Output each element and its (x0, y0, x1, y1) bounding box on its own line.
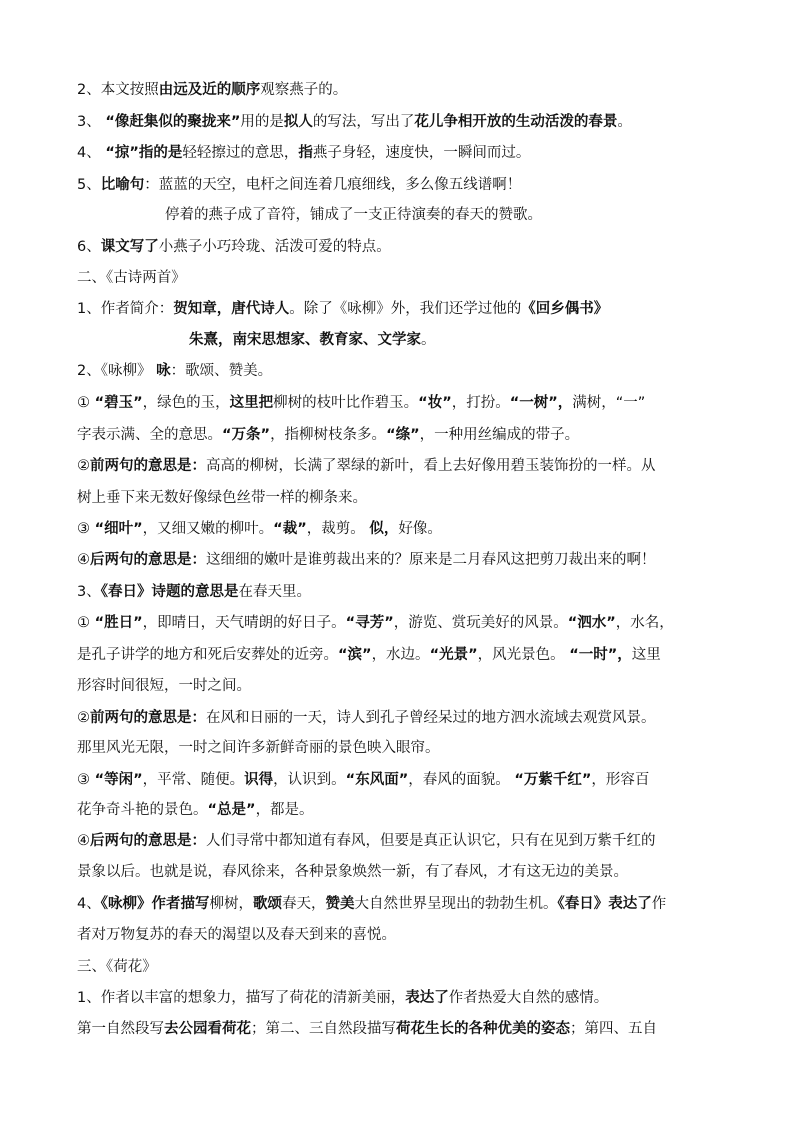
text-line (77, 143, 734, 163)
text-line (77, 582, 734, 602)
bold-text: “掠”指的是 (105, 145, 183, 161)
bold-text: 识得 (244, 772, 274, 788)
text-segment: ① (77, 615, 95, 631)
text-segment: ，指柳树枝条多。 (270, 427, 387, 443)
text-segment: 这细细的嫩叶是谁剪裁出来的？原来是二月春风这把剪刀裁出来的啊！ (206, 552, 656, 568)
text-segment: 3、 (77, 114, 106, 130)
text-segment: 二、《古诗两首》 (77, 270, 186, 286)
text-segment: ② (77, 710, 90, 726)
bold-text: 指 (298, 145, 313, 161)
bold-text: 赞美 (325, 896, 355, 912)
text-line (77, 957, 734, 977)
text-segment: 停着的燕子成了音符，铺成了一支正待演奏的春天的赞歌。 (165, 207, 542, 223)
text-segment: 是孔子讲学的地方和死后安葬处的近旁。 (77, 647, 338, 663)
text-segment: 春天， (281, 896, 326, 912)
bold-text: 后两句的意思是： (90, 833, 206, 849)
text-segment: 小燕子小巧玲珑、活泼可爱的特点。 (158, 239, 391, 255)
text-segment: 6、 (77, 239, 101, 255)
bold-text: 由远及近的顺序 (158, 82, 261, 98)
bold-text: “一时”， (569, 647, 632, 663)
text-segment: 燕子身轻，速度快，一瞬间而过。 (312, 145, 531, 161)
text-segment: 人们寻常中都知道有春风，但要是真正认识它，只有在见到万紫千红的 (206, 833, 656, 849)
bold-text: 《春日》表达了 (557, 896, 652, 912)
text-segment: 。 (617, 114, 632, 130)
text-segment: ，都是。 (255, 802, 314, 818)
text-segment: ，风光景色。 (477, 647, 570, 663)
text-line (77, 456, 734, 476)
text-segment: 花争奇斗艳的景色。 (77, 802, 208, 818)
text-line (77, 361, 734, 381)
bold-text: “裁” (273, 521, 307, 537)
text-line (165, 205, 734, 225)
text-segment: ，形容百 (591, 772, 650, 788)
text-segment: 。除了《咏柳》外，我们还学过他的 (289, 301, 522, 317)
text-segment: ，又细又嫩的柳叶。 (142, 521, 274, 537)
text-segment: 4、 (77, 145, 106, 161)
text-segment: 1、作者以丰富的想象力，描写了荷花的清新美丽， (77, 990, 406, 1006)
text-line (77, 299, 734, 319)
bold-text: 《回乡偶书》 (521, 301, 609, 317)
bold-text: “寻芳” (345, 615, 394, 631)
text-segment: 轻轻擦过的意思， (182, 145, 299, 161)
text-segment: 1、作者简介： (77, 301, 174, 317)
text-segment: ① (77, 395, 95, 411)
bold-text: “总是” (207, 802, 256, 818)
text-segment: ④ (77, 833, 90, 849)
text-segment: ，即晴日，天气晴朗的好日子。 (142, 615, 346, 631)
text-line (77, 894, 734, 914)
text-line (77, 1019, 734, 1039)
bold-text: 朱熹，南宋思想家、教育家、文学家 (189, 332, 421, 348)
bold-text: “细叶” (94, 521, 143, 537)
text-line (77, 770, 734, 790)
bold-text: 花儿争相开放的生动活泼的春景 (414, 114, 618, 130)
bold-text: “一树”， (509, 395, 573, 411)
text-segment: 树上垂下来无数好像绿色丝带一样的柳条来。 (77, 490, 367, 506)
text-line (77, 708, 734, 728)
text-line (77, 925, 734, 945)
bold-text: 拟人 (283, 114, 313, 130)
text-segment: 作 (651, 896, 667, 912)
bold-text: “妆” (418, 395, 452, 411)
text-segment: 5、 (77, 177, 101, 193)
bold-text: 歌颂 (252, 896, 282, 912)
text-line (77, 988, 734, 1008)
text-segment: ，裁剪。 (306, 521, 370, 537)
text-line (77, 175, 734, 195)
text-segment: 。 (421, 332, 436, 348)
text-segment: 在风和日丽的一天，诗人到孔子曾经呆过的地方泗水流域去观赏风景。 (206, 710, 656, 726)
text-segment: ④ (77, 552, 90, 568)
text-segment: ，绿色的玉， (142, 395, 230, 411)
bold-text: 似， (369, 521, 399, 537)
bold-text: 课文写了 (100, 239, 159, 255)
bold-text: “碧玉” (94, 395, 143, 411)
text-line (77, 831, 734, 851)
bold-text: 后两句的意思是： (90, 552, 206, 568)
bold-text: “滨” (338, 647, 372, 663)
text-segment: 满树，“一” (572, 395, 646, 411)
bold-text: “东风面” (345, 772, 409, 788)
text-segment: ；第二、三自然段描写 (251, 1021, 396, 1037)
text-segment: 作者热爱大自然的感情。 (448, 990, 609, 1006)
text-segment: 2、本文按照 (77, 82, 159, 98)
text-segment: 景象以后。也就是说，春风徐来，各种景象焕然一新，有了春风，才有这无边的美景。 (77, 864, 628, 880)
text-segment: ，认识到。 (273, 772, 346, 788)
text-segment: ，一种用丝编成的带子。 (419, 427, 580, 443)
text-segment: 柳树的枝叶比作碧玉。 (273, 395, 419, 411)
bold-text: 比喻句 (100, 177, 145, 193)
text-segment: 那里风光无限，一时之间许多新鲜奇丽的景色映入眼帘。 (77, 740, 440, 756)
bold-text: “像赶集似的聚拢来” (105, 114, 241, 130)
text-segment: 高高的柳树，长满了翠绿的新叶，看上去好像用碧玉装饰扮的一样。从 (206, 458, 656, 474)
bold-text: 荷花生长的各种优美的姿态 (396, 1021, 570, 1037)
text-line (77, 268, 734, 288)
text-line (77, 550, 734, 570)
bold-text: 《春日》诗题的意思是 (100, 584, 239, 600)
text-line (77, 613, 734, 633)
bold-text: “胜日” (94, 615, 143, 631)
text-segment: 字表示满、全的意思。 (77, 427, 222, 443)
text-line (77, 425, 734, 445)
text-segment: ，游览、赏玩美好的风景。 (393, 615, 568, 631)
text-segment: 在春天里。 (238, 584, 311, 600)
text-segment: 好像。 (398, 521, 442, 537)
text-segment: ；第四、五自 (570, 1021, 657, 1037)
text-segment: ，水名， (615, 615, 674, 631)
text-line (77, 676, 734, 696)
text-segment: ，水边。 (371, 647, 430, 663)
bold-text: 前两句的意思是： (90, 710, 206, 726)
bold-text: 去公园看荷花 (164, 1021, 251, 1037)
text-line (77, 800, 734, 820)
bold-text: “万条” (222, 427, 271, 443)
text-segment: 3、 (77, 584, 101, 600)
text-segment: 的写法，写出了 (312, 114, 415, 130)
bold-text: 咏 (156, 363, 171, 379)
bold-text: 《咏柳》作者描写 (100, 896, 210, 912)
text-segment: ③ (77, 521, 95, 537)
text-segment: 观察燕子的。 (260, 82, 348, 98)
text-segment: 2、《咏柳》 (77, 363, 157, 379)
text-line (77, 519, 734, 539)
bold-text: “光景” (429, 647, 478, 663)
bold-text: “泗水” (567, 615, 616, 631)
text-segment: ，春风的面貌。 (408, 772, 515, 788)
text-segment: ，打扮。 (451, 395, 510, 411)
text-line (77, 393, 734, 413)
text-segment: 者对万物复苏的春天的渴望以及春天到来的喜悦。 (77, 927, 396, 943)
bold-text: “万紫千红” (514, 772, 592, 788)
text-segment: 用的是 (240, 114, 284, 130)
text-line (77, 488, 734, 508)
text-line (77, 237, 734, 257)
text-segment: 柳树， (209, 896, 253, 912)
bold-text: 这里把 (229, 395, 274, 411)
bold-text: 表达了 (405, 990, 449, 1006)
text-line (77, 862, 734, 882)
text-line (77, 738, 734, 758)
text-segment: ，平常、随便。 (142, 772, 245, 788)
text-segment: 三、《荷花》 (77, 959, 157, 975)
text-line (77, 645, 734, 665)
text-line (189, 330, 734, 350)
text-segment: ② (77, 458, 90, 474)
text-segment: 这里 (631, 647, 661, 663)
bold-text: “绦” (386, 427, 420, 443)
bold-text: “等闲” (94, 772, 143, 788)
text-segment: ：蓝蓝的天空，电杆之间连着几痕细线，多么像五线谱啊！ (144, 177, 522, 193)
text-line (77, 80, 734, 100)
text-segment: 第一自然段写 (77, 1021, 164, 1037)
text-segment: ③ (77, 772, 95, 788)
bold-text: 贺知章，唐代诗人 (173, 301, 290, 317)
text-line (77, 112, 734, 132)
text-segment: 4、 (77, 896, 101, 912)
text-segment: ：歌颂、赞美。 (170, 363, 273, 379)
bold-text: 前两句的意思是： (90, 458, 206, 474)
text-segment: 大自然世界呈现出的勃勃生机。 (354, 896, 558, 912)
text-segment: 形容时间很短，一时之间。 (77, 678, 251, 694)
